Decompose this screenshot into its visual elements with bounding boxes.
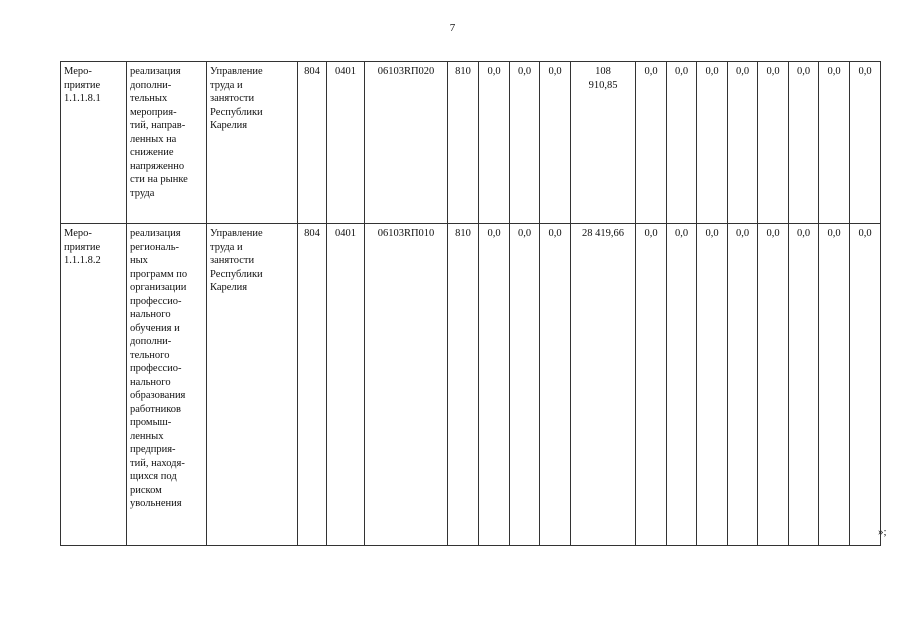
target-article-cell: 06103RП020 xyxy=(365,62,448,224)
value-cell: 0,0 xyxy=(728,62,758,224)
value-cell: 0,0 xyxy=(510,224,540,546)
value-cell: 108 910,85 xyxy=(571,62,636,224)
measure-id-cell: Меро- приятие 1.1.1.8.2 xyxy=(61,224,127,546)
value-cell: 0,0 xyxy=(667,62,697,224)
value-cell: 0,0 xyxy=(758,62,789,224)
value-cell: 0,0 xyxy=(819,62,850,224)
value-cell: 0,0 xyxy=(540,224,571,546)
value-cell: 0,0 xyxy=(510,62,540,224)
grbs-code-cell: 804 xyxy=(298,224,327,546)
value-cell: 0,0 xyxy=(789,62,819,224)
measure-description-cell: реализация дополни- тельных мероприя- тий, направ- ленных на снижение напряженно сти на рынке труда xyxy=(127,62,207,224)
program-budget-table xyxy=(60,61,881,546)
value-cell: 0,0 xyxy=(850,224,881,546)
executor-cell: Управление труда и занятости Республики Карелия xyxy=(207,62,298,224)
value-cell: 0,0 xyxy=(479,62,510,224)
expense-type-cell: 810 xyxy=(448,62,479,224)
target-article-cell: 06103RП010 xyxy=(365,224,448,546)
value-cell: 28 419,66 xyxy=(571,224,636,546)
measure-id-cell: Меро- приятие 1.1.1.8.1 xyxy=(61,62,127,224)
value-cell: 0,0 xyxy=(697,62,728,224)
value-cell: 0,0 xyxy=(697,224,728,546)
value-cell: 0,0 xyxy=(540,62,571,224)
table-row xyxy=(61,62,881,224)
value-cell: 0,0 xyxy=(636,62,667,224)
value-cell: 0,0 xyxy=(789,224,819,546)
value-cell: 0,0 xyxy=(758,224,789,546)
section-code-cell: 0401 xyxy=(327,62,365,224)
value-cell: 0,0 xyxy=(479,224,510,546)
grbs-code-cell: 804 xyxy=(298,62,327,224)
value-cell: 0,0 xyxy=(850,62,881,224)
closing-quote-mark: »; xyxy=(878,526,887,538)
value-cell: 0,0 xyxy=(636,224,667,546)
table-row xyxy=(61,224,881,546)
section-code-cell: 0401 xyxy=(327,224,365,546)
value-cell: 0,0 xyxy=(667,224,697,546)
value-cell: 0,0 xyxy=(728,224,758,546)
executor-cell: Управление труда и занятости Республики Карелия xyxy=(207,224,298,546)
value-cell: 0,0 xyxy=(819,224,850,546)
measure-description-cell: реализация региональ- ных программ по организации профессио- нального обучения и дополни- тельного профессио- нального образования работников промыш- ленных предприя- тий, находя- щихся под риском увольнения xyxy=(127,224,207,546)
expense-type-cell: 810 xyxy=(448,224,479,546)
page-number: 7 xyxy=(449,22,456,34)
